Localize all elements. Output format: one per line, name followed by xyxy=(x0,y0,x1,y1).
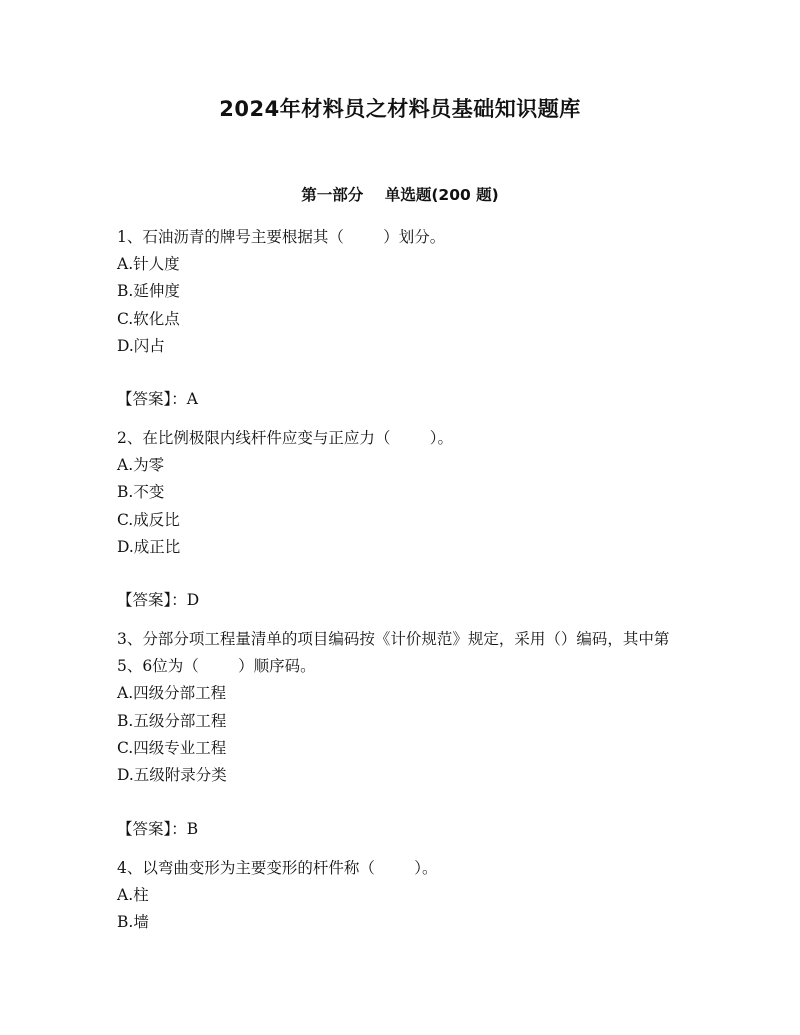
option-d: D.成正比 xyxy=(117,538,181,557)
option-c: C.软化点 xyxy=(117,309,180,328)
answer-line xyxy=(117,386,677,413)
question-gap xyxy=(117,843,677,855)
document-title: 2024年材料员之材料员基础知识题库 xyxy=(219,97,581,121)
answer-value: D xyxy=(186,591,200,610)
answer-label: 【答案】： xyxy=(117,390,187,409)
option-b: B.延伸度 xyxy=(117,282,180,301)
option-a: A.为零 xyxy=(117,456,165,475)
question-3 xyxy=(117,626,677,842)
question-stem: 2、在比例极限内线杆件应变与正应力（ ）。 xyxy=(117,429,454,448)
question-stem: 1、石油沥青的牌号主要根据其（ ）划分。 xyxy=(117,228,446,246)
question-1 xyxy=(117,224,677,413)
answer-line xyxy=(117,816,677,843)
option-a: A.柱 xyxy=(117,885,149,904)
question-2 xyxy=(117,425,677,614)
answer-line xyxy=(117,587,677,614)
option-b: B.不变 xyxy=(117,483,165,502)
option-c: C.成反比 xyxy=(117,510,180,529)
option-d: D.五级附录分类 xyxy=(117,766,227,785)
question-gap xyxy=(117,614,677,626)
answer-value: B xyxy=(186,819,199,838)
question-4 xyxy=(117,855,677,937)
answer-label: 【答案】： xyxy=(117,591,187,610)
question-list xyxy=(117,224,677,936)
section-title: 第一部分 单选题(200 题) xyxy=(301,186,499,204)
question-stem: 4、以弯曲变形为主要变形的杆件称（ ）。 xyxy=(117,858,438,877)
option-b: B.墙 xyxy=(117,912,149,931)
option-c: C.四级专业工程 xyxy=(117,738,227,757)
answer-label: 【答案】： xyxy=(117,819,187,838)
answer-value: A xyxy=(186,390,198,409)
question-stem: 3、分部分项工程量清单的项目编码按《计价规范》规定，采用（）编码，其中第5、6位为（ ）顺序码。 xyxy=(117,630,670,676)
question-gap xyxy=(117,413,677,425)
option-a: A.四级分部工程 xyxy=(117,684,227,703)
option-d: D.闪占 xyxy=(117,336,165,355)
option-a: A.针人度 xyxy=(117,255,180,273)
option-b: B.五级分部工程 xyxy=(117,711,227,730)
